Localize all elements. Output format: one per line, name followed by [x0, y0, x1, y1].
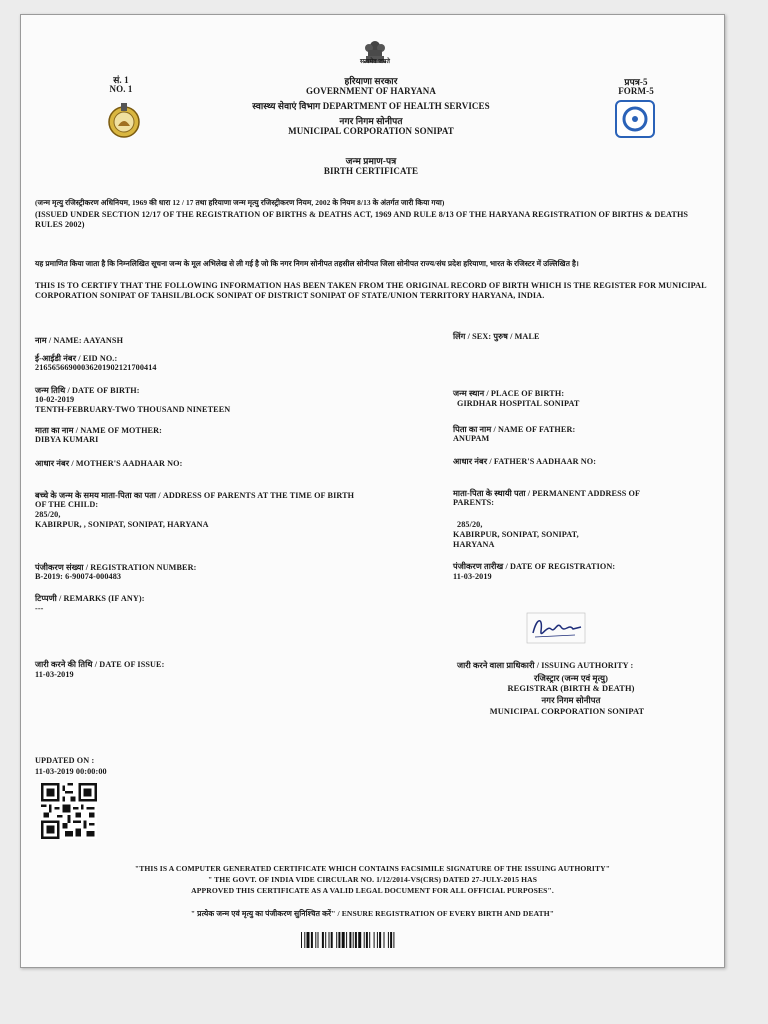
form-no: FORM-5 — [618, 86, 654, 96]
authority-english: REGISTRAR (BIRTH & DEATH) — [507, 684, 635, 693]
address-label-line-2: OF THE CHILD: — [35, 500, 99, 509]
address-line-1: 285/20, — [35, 510, 61, 519]
updated-on-value: 11-03-2019 00:00:00 — [35, 767, 107, 776]
corporation-hindi: नगर निगम सोनीपत — [339, 116, 403, 126]
form-no-hindi: प्रपत्र-5 — [624, 77, 648, 87]
cert-no: NO. 1 — [109, 84, 133, 94]
authority-corp-hindi: नगर निगम सोनीपत — [541, 696, 601, 705]
birth-certificate-document — [20, 14, 725, 968]
certify-hindi: यह प्रमाणित किया जाता है कि निम्नलिखित सूचना जन्म के मूल अभिलेख से ली गई है जो कि नगर निगम सोनीपत तहसील सोनीपत जिला सोनीपत राज्य/संघ प्रदेश हरियाणा, भारत के रजिस्टर में उल्लिखित है। — [35, 259, 579, 268]
dob-value: 10-02-2019 — [35, 395, 75, 404]
address-label-line-1: बच्चे के जन्म के समय माता-पिता का पता / ADDRESS OF PARENTS AT THE TIME OF BIRTH — [35, 491, 355, 500]
updated-on-label: UPDATED ON : — [35, 756, 95, 765]
cert-no-hindi: सं. 1 — [113, 75, 129, 85]
govt-english: GOVERNMENT OF HARYANA — [306, 86, 436, 96]
mother-aadhaar-label: आधार नंबर / MOTHER'S AADHAAR NO: — [35, 459, 183, 468]
registrar-signature-icon — [525, 611, 587, 645]
father-value: ANUPAM — [453, 434, 490, 443]
issuing-authority-label: जारी करने वाला प्राधिकारी / ISSUING AUTHORITY : — [457, 661, 634, 670]
eid-label: ई-आईडी नंबर / EID NO.: — [35, 354, 118, 363]
issue-date-label: जारी करने की तिथि / DATE OF ISSUE: — [35, 660, 165, 669]
permanent-address-line-3: HARYANA — [453, 540, 495, 549]
permanent-address-label-line-2: PARENTS: — [453, 498, 495, 507]
crs-logo-icon — [612, 99, 658, 139]
permanent-address-label-line-1: माता-पिता के स्थायी पता / PERMANENT ADDRESS OF — [453, 489, 641, 498]
registration-number-value: B-2019: 6-90074-000483 — [35, 572, 122, 581]
department: स्वास्थ्य सेवाएं विभाग DEPARTMENT OF HEALTH SERVICES — [252, 101, 490, 111]
registration-date-label: पंजीकरण तारीख / DATE OF REGISTRATION: — [453, 562, 616, 571]
certify-english: THIS IS TO CERTIFY THAT THE FOLLOWING INFORMATION HAS BEEN TAKEN FROM THE ORIGINAL RECORD OF BIRTH WHICH IS THE REGISTER FOR MUNICIPAL CORPORATION SONIPAT OF TAHSIL/BLOCK SONIPAT OF DISTRICT SONIPAT OF STATE/UNION TERRITORY HARYANA, INDIA. — [35, 281, 707, 301]
remarks-label: टिप्पणी / REMARKS (IF ANY): — [35, 594, 145, 603]
name-field: नाम / NAME: AAYANSH — [35, 336, 124, 345]
title-hindi: जन्म प्रमाण-पत्र — [345, 156, 397, 166]
corporation-english: MUNICIPAL CORPORATION SONIPAT — [288, 126, 454, 136]
father-label: पिता का नाम / NAME OF FATHER: — [453, 425, 576, 434]
title-english: BIRTH CERTIFICATE — [323, 166, 419, 176]
pob-label: जन्म स्थान / PLACE OF BIRTH: — [453, 389, 565, 398]
govt-hindi: हरियाणा सरकार — [344, 76, 398, 86]
remarks-value: --- — [35, 604, 44, 613]
authority-corp-english: MUNICIPAL CORPORATION SONIPAT — [489, 707, 645, 716]
footer-line-4: " प्रत्येक जन्म एवं मृत्यु का पंजीकरण सुनिश्चित करें" / ENSURE REGISTRATION OF EVERY BIRTH AND DEATH" — [190, 909, 555, 918]
permanent-address-line-2: KABIRPUR, SONIPAT, SONIPAT, — [453, 530, 579, 539]
father-aadhaar-label: आधार नंबर / FATHER'S AADHAAR NO: — [453, 457, 597, 466]
issue-date-value: 11-03-2019 — [35, 670, 74, 679]
mother-value: DIBYA KUMARI — [35, 435, 99, 444]
pob-value: GIRDHAR HOSPITAL SONIPAT — [457, 399, 580, 408]
footer-line-3: APPROVED THIS CERTIFICATE AS A VALID LEGAL DOCUMENT FOR ALL OFFICIAL PURPOSES". — [191, 886, 554, 895]
permanent-address-line-1: 285/20, — [457, 520, 483, 529]
barcode-icon — [301, 932, 476, 948]
issued-under-hindi: (जन्म मृत्यु रजिस्ट्रीकरण अधिनियम, 1969 की धारा 12 / 17 तथा हरियाणा जन्म मृत्यु रजिस्ट्रीकरण नियम, 2002 के नियम 8/13 के अंतर्गत जारी किया गया) — [35, 198, 445, 207]
emblem-motto: सत्यमेव जयते — [360, 59, 390, 65]
registration-date-value: 11-03-2019 — [453, 572, 492, 581]
address-line-2: KABIRPUR, , SONIPAT, SONIPAT, HARYANA — [35, 520, 209, 529]
registration-number-label: पंजीकरण संख्या / REGISTRATION NUMBER: — [35, 563, 197, 572]
dob-words: TENTH-FEBRUARY-TWO THOUSAND NINETEEN — [35, 405, 231, 414]
authority-hindi: रजिस्ट्रार (जन्म एवं मृत्यु) — [533, 674, 608, 683]
footer-line-1: "THIS IS A COMPUTER GENERATED CERTIFICATE WHICH CONTAINS FACSIMILE SIGNATURE OF THE ISSUING AUTHORITY" — [134, 864, 611, 873]
haryana-govt-logo-icon — [104, 100, 144, 140]
qr-code-icon — [41, 783, 97, 839]
sex-field: लिंग / SEX: पुरुष / MALE — [453, 332, 540, 341]
eid-value: 21656566900036201902121700414 — [35, 363, 157, 372]
issued-under-english: (ISSUED UNDER SECTION 12/17 OF THE REGISTRATION OF BIRTHS & DEATHS ACT, 1969 AND RULE 8/13 OF THE HARYANA REGISTRATION OF BIRTHS & DEATHS RULES 2002) — [35, 210, 689, 230]
dob-label: जन्म तिथि / DATE OF BIRTH: — [35, 386, 140, 395]
mother-label: माता का नाम / NAME OF MOTHER: — [35, 426, 162, 435]
footer-line-2: " THE GOVT. OF INDIA VIDE CIRCULAR NO. 1/12/2014-VS(CRS) DATED 27-JULY-2015 HAS — [207, 875, 538, 884]
